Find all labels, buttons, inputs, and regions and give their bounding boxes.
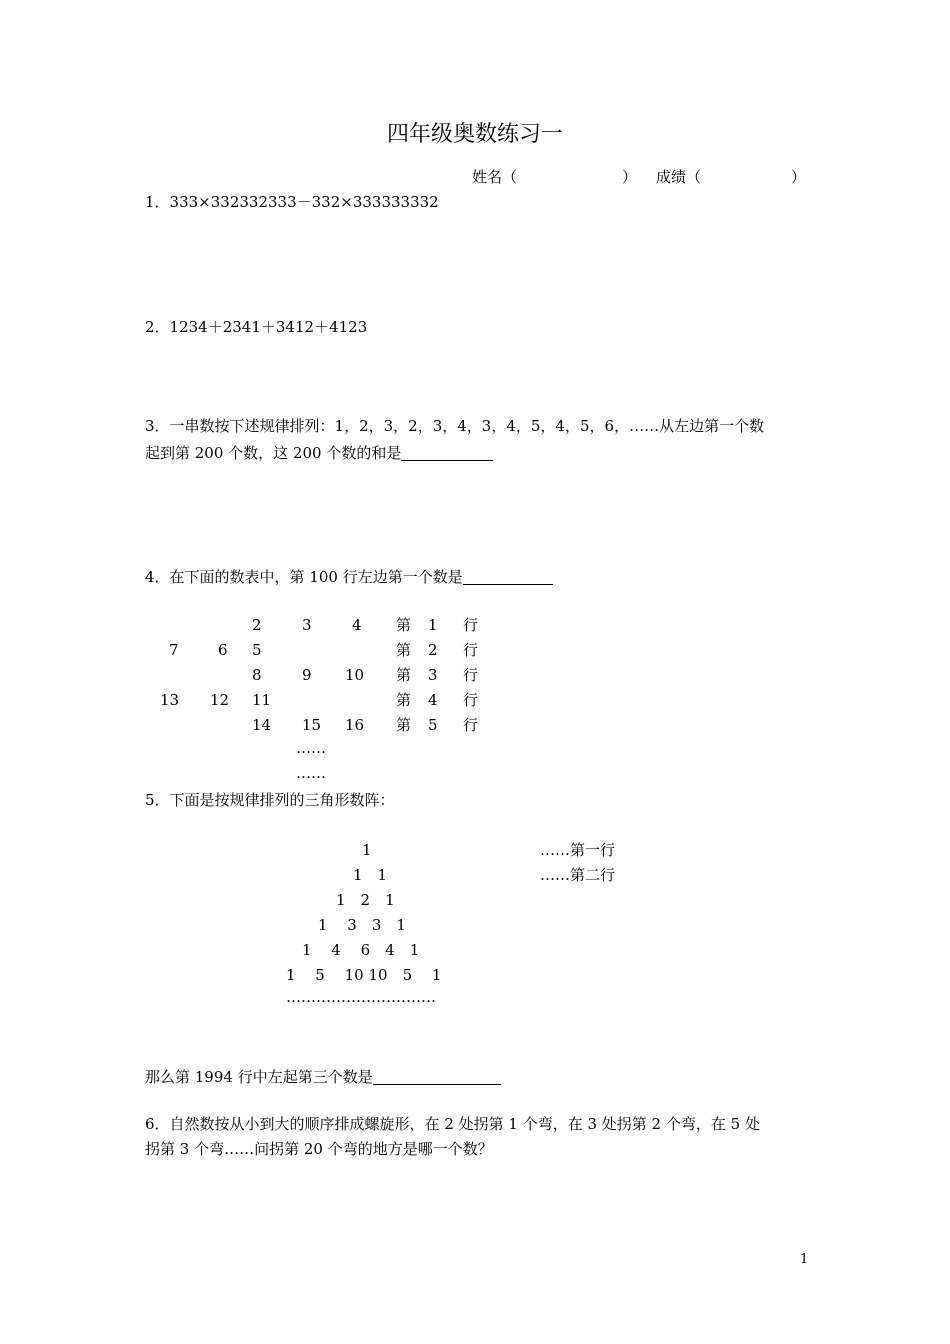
page-number: 1 [800,1252,809,1267]
table-cell: 13 [160,691,180,709]
row-note: ……第一行 [540,841,616,859]
row-label: 行 [463,716,479,734]
row-label: 第 [396,691,412,709]
row-label: 行 [463,691,479,709]
row-note: ……第二行 [540,866,616,884]
triangle-row: 1 4 6 4 1 [302,941,420,959]
table-cell: 11 [252,691,272,709]
table-cell: 8 [252,666,262,684]
table-cell: 4 [352,616,362,634]
row-label: 行 [463,666,479,684]
page-title: 四年级奥数练习一 [386,122,563,147]
row-label: 第 [396,641,412,659]
table-cell: 9 [302,666,312,684]
ellipsis: …… [296,739,326,757]
table-cell: 12 [210,691,230,709]
question-6-line2: 拐第 3 个弯……问拐第 20 个弯的地方是哪一个数？ [145,1140,493,1158]
question-6-line1: 6．自然数按从小到大的顺序排成螺旋形，在 2 处拐第 1 个弯，在 3 处拐第 2 个弯，在 5 处 [145,1115,760,1133]
question-3-text: 起到第 200 个数，这 200 个数的和是 [145,444,402,462]
name-close: ） [622,168,638,186]
question-5: 5．下面是按规律排列的三角形数阵： [145,791,395,809]
table-cell: 6 [218,641,228,659]
table-cell: 7 [169,641,179,659]
triangle-row: 1 5 10 10 5 1 [286,966,442,984]
table-cell: 16 [345,716,365,734]
row-label: 2 [428,641,438,659]
row-label: 行 [463,641,479,659]
row-label: 行 [463,616,479,634]
row-label: 第 [396,716,412,734]
table-cell: 15 [302,716,322,734]
row-label: 4 [428,691,438,709]
question-4 [145,568,553,585]
table-cell: 10 [345,666,365,684]
answer-blank-5 [373,1068,501,1085]
row-label: 1 [428,616,438,634]
name-label: 姓名（ [472,168,518,186]
triangle-row: 1 [362,841,372,859]
answer-blank-3 [401,444,493,461]
question-5-ask [145,1068,501,1085]
table-cell: 2 [252,616,262,634]
row-label: 3 [428,666,438,684]
score-close: ） [791,168,807,186]
question-2: 2．1234＋2341＋3412＋4123 [145,318,368,336]
question-3-line2 [145,444,493,461]
answer-blank-4 [463,568,553,585]
row-label: 5 [428,716,438,734]
table-cell: 14 [252,716,272,734]
table-cell: 5 [252,641,262,659]
triangle-row: 1 1 [353,866,388,884]
question-1: 1．333×332332333－332×333333332 [145,193,439,211]
ellipsis: …… [296,764,326,782]
triangle-row: 1 2 1 [336,891,395,909]
question-5-ask-text: 那么第 1994 行中左起第三个数是 [145,1068,373,1086]
question-3-line1: 3．一串数按下述规律排列：1，2，3，2，3，4，3，4，5，4，5，6，……从左边第一个数 [145,417,765,435]
ellipsis: ………………………… [286,988,436,1006]
triangle-row: 1 3 3 1 [318,916,406,934]
question-4-text: 4．在下面的数表中，第 100 行左边第一个数是 [145,568,463,586]
row-label: 第 [396,666,412,684]
table-cell: 3 [302,616,312,634]
row-label: 第 [396,616,412,634]
score-label: 成绩（ [656,168,702,186]
